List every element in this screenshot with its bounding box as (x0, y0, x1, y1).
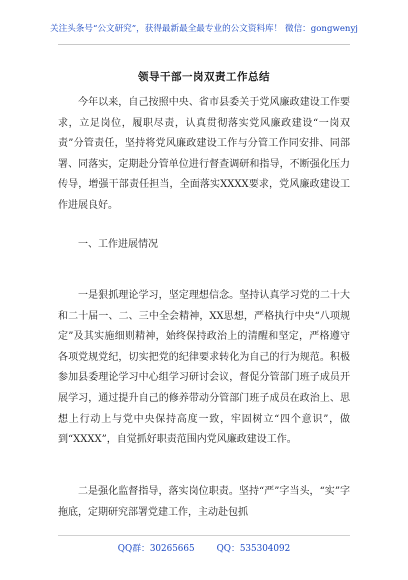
qq-text[interactable]: QQ：535304092 (216, 544, 291, 554)
body-paragraph-1: 一是狠抓理论学习，坚定理想信念。坚持认真学习党的二十大和二十届一、二、三中全会精神，XX思想，严格执行中央“八项规定”及其实施细则精神，始终保持政治上的清醒和坚定，严格遵守各项党规党纪，切实把党的纪律要求转化为自己的行为规范。积极参加县委理论学习中心组学习研讨会议，督促分管部门班子成员开展学习，通过提升自己的修养带动分管部门班子成员在政治上、思想上行动上与党中央保持高度一致，牢固树立“四个意识”，做到“XXXX”，自觉抓好职责范围内党风廉政建设工作。 (58, 290, 350, 446)
intro-paragraph: 今年以来，自己按照中央、省市县委关于党风廉政建设工作要求，立足岗位，履职尽责，认真贯彻落实党风廉政建设“一岗双责”分管责任，坚持将党风廉政建设工作与分管工作同安排、同部署、同落实，定期赴分管单位进行督查调研和指导，不断强化压力传导，增强干部责任担当，全面落实XXXX要求，党风廉政建设工作进展良好。 (58, 97, 350, 211)
footer-divider (58, 535, 350, 536)
header-divider (58, 44, 350, 45)
body-paragraph-2: 二是强化监督指导，落实岗位职责。坚持“严”字当头，“实”字拖底，定期研究部署党建工作，主动赴包抓 (58, 486, 350, 518)
qq-group-text[interactable]: QQ群：30265665 (117, 544, 195, 554)
section-heading: 一、工作进展情况 (78, 239, 158, 250)
promo-banner[interactable]: 关注头条号“公文研究”，获得最新最全最专业的公文资料库！ 微信：gongwenyj (50, 24, 358, 34)
footer-contact (0, 541, 408, 554)
document-title: 领导干部一岗双责工作总结 (138, 71, 270, 83)
